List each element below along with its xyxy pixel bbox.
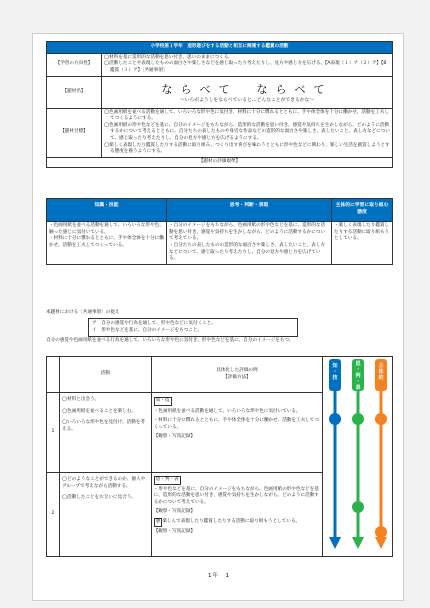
- arrow-thinking: [352, 359, 364, 549]
- goal-line: ◯楽しく表現したり鑑賞したりする活動に取り組み、つくり出す喜びを味わうとともに形や色などに関わり、楽しい生活を創造しようとする態度を養うようにする。: [104, 142, 390, 155]
- eval-tag-attitude: 態: [154, 518, 163, 527]
- arrow-attitude: [375, 359, 387, 549]
- arrow-thinking-point: [352, 501, 364, 513]
- criteria-col-thinking: 思考・判断・表現: [167, 199, 332, 222]
- criteria-thinking-item: ・自分たちの表したものの造形的な面白さや楽しさ、表したいこと、表し方などについて、感じ取ったり考えたりし、自分の見方や感じ方を広げている。: [169, 242, 326, 262]
- arrow-attitude-shaft: [380, 387, 383, 539]
- theme-content: [102, 76, 393, 108]
- common-heading: 本題材における〔共通事項〕の捉え: [46, 310, 120, 315]
- criteria-header: 【題材の評価規準】: [47, 158, 393, 168]
- common-item-i: イ 形や色などを基に、自分のイメージをもつこと。: [92, 328, 203, 334]
- arrow-knowledge-point: [329, 413, 341, 425]
- plan-row1-activities: [59, 393, 151, 473]
- arrow-attitude-label: 主体的: [378, 363, 384, 381]
- criteria-attitude-cell: [332, 221, 393, 264]
- common-box: [88, 318, 298, 337]
- overview-table: [46, 41, 393, 168]
- plan-col-eval: [151, 357, 322, 393]
- common-summary: 自分の感覚や色画用紙を並べる行為を通して、いろいろな形や色に気付き、形や色などを基に、自分のイメージをもつ。: [46, 338, 294, 343]
- criteria-attitude-item: ・楽しく表現したり鑑賞したりする活動に取り組もうとしている。: [334, 222, 390, 242]
- plan-col-eval-title: 具体化した評価の例: [216, 367, 258, 373]
- plan-activity: ◯いろいろな形や色を見付け、活動を考える。: [61, 420, 146, 432]
- plan-eval: ・色画用紙を並べる活動を通して、いろいろな形や色に気付いている。: [153, 408, 301, 414]
- document-page: [32, 33, 404, 601]
- plan-row2-evals: [151, 473, 322, 557]
- direction-content: [102, 53, 393, 76]
- plan-eval-method: 【観察・写真記録】: [153, 508, 196, 514]
- arrow-attitude-head: [375, 537, 387, 549]
- arrow-thinking-label: 思・判・表: [355, 361, 361, 391]
- theme-label: 【題材名】: [47, 76, 102, 108]
- plan-row-number: 2: [47, 473, 60, 557]
- direction-label: 【学習の方向性】: [47, 53, 102, 76]
- criteria-knowledge-item: ・色画用紙を並べる活動を通して、いろいろな形や色、触った感じに気付いている。: [49, 222, 164, 235]
- eval-tag-thinking: 思・判・表: [154, 476, 181, 485]
- criteria-knowledge-cell: [47, 221, 167, 264]
- plan-row-number: 1: [47, 393, 60, 473]
- criteria-col-knowledge: 知識・技能: [47, 199, 167, 222]
- plan-col-eval-method: 【評価方法】: [223, 374, 251, 380]
- criteria-knowledge-item: ・材料に十分に慣れるとともに、手や体全体を十分に働かせ、活動を工夫してつくっている。: [49, 236, 164, 248]
- eval-tag-knowledge: 知・技: [154, 397, 172, 406]
- arrow-knowledge-head: [329, 537, 341, 549]
- direction-line: ◯材料を基に造形的な活動を思い付き、思いのままにつくる。: [104, 54, 233, 60]
- plan-activity: ◯色画用紙を並べることを楽しむ。: [61, 408, 137, 414]
- arrow-thinking-head: [352, 537, 364, 549]
- arrow-attitude-point: [375, 526, 387, 538]
- direction-line: ◯活動したことや表現したものの面白さや楽しさなどを感じ取ったり考えたりし、見方や感じ方を広げる。【A表現（１）ア（２）ア】【B鑑賞（１）ア】〔共通事項〕: [104, 61, 387, 73]
- goals-label: 【題材目標】: [47, 108, 102, 158]
- evaluation-arrows: [323, 357, 393, 557]
- goal-line: ◯色画用紙の形や色などを基に、自分のイメージをもちながら、造形的な活動を思い付き、感覚や気持ちを生かしながら、どのように活動するかについて考えるとともに、自分たちの表したものや身近な作品などの造形的な面白さや楽しさ、表したいこと、表し方などについて、感じ取ったり考えたりし、自分の見方や感じ方を広げるようにする。: [104, 122, 390, 142]
- arrow-knowledge-shaft: [334, 387, 337, 539]
- criteria-thinking-cell: [167, 221, 332, 264]
- criteria-col-attitude: 主体的に学習に取り組む態度: [332, 199, 393, 222]
- plan-row1-evals: [151, 393, 322, 473]
- goal-line: ◯色画用紙を並べる活動を通して、いろいろな形や色に気付き、材料に十分に慣れるとともに、手や体全体を十分に働かせ、活動を工夫してつくるようにする。: [104, 109, 389, 122]
- document-title: 小学校第１学年 造形遊びをする活動と相互に関連する鑑賞の活動: [47, 42, 393, 54]
- arrow-knowledge-label: 知・技: [332, 363, 338, 381]
- page-footer: 1年 1: [208, 573, 230, 579]
- arrow-attitude-point: [375, 413, 387, 425]
- plan-eval-method: 【観察・写真記録】: [153, 528, 196, 534]
- arrow-knowledge: [329, 359, 341, 549]
- theme-subtitle: ～いろがようしをならべていると…どんなことができるかな～: [179, 97, 315, 103]
- criteria-table: [46, 198, 393, 265]
- plan-row2-activities: [59, 473, 151, 557]
- arrow-thinking-shaft: [357, 387, 360, 539]
- criteria-thinking-item: ・自分のイメージをもちながら、色画用紙の形や色などを基に、造形的な活動を思い付き、感覚や気持ちを生かしながら、どのように活動するかについて考えている。: [169, 222, 326, 242]
- theme-title: ならべて ならべて: [161, 82, 333, 96]
- plan-activity: ◯活動したことをお互いに見合う。: [61, 495, 137, 501]
- plan-activity: ◯材料と出会う。: [61, 397, 100, 402]
- plan-eval: ・形や色などを基に、自分のイメージをもちながら、色画用紙の形や色などを基に、造形的な活動を思い付き、感覚や気持ちを生かしながら、どのように活動するかについて考えている。: [153, 486, 319, 505]
- plan-eval: 楽しんで表現したり鑑賞したりする活動に取り組もうとしている。: [162, 519, 301, 525]
- plan-col-activity: 活動: [59, 357, 151, 393]
- plan-activity: ◯どのようなことができるのか、個人やグループで考えながら活動する。: [61, 477, 146, 489]
- arrow-thinking-point: [352, 413, 364, 425]
- plan-eval-method: 【観察・写真記録】: [153, 433, 196, 439]
- common-item-a: ア 自分の感覚や行為を通して、形や色などに気付くこと。: [92, 321, 216, 326]
- plan-eval: ・材料に十分に慣れるとともに、手や体全体を十分に働かせ、活動を工夫してつくっている。: [153, 418, 319, 430]
- goals-content: [102, 108, 393, 158]
